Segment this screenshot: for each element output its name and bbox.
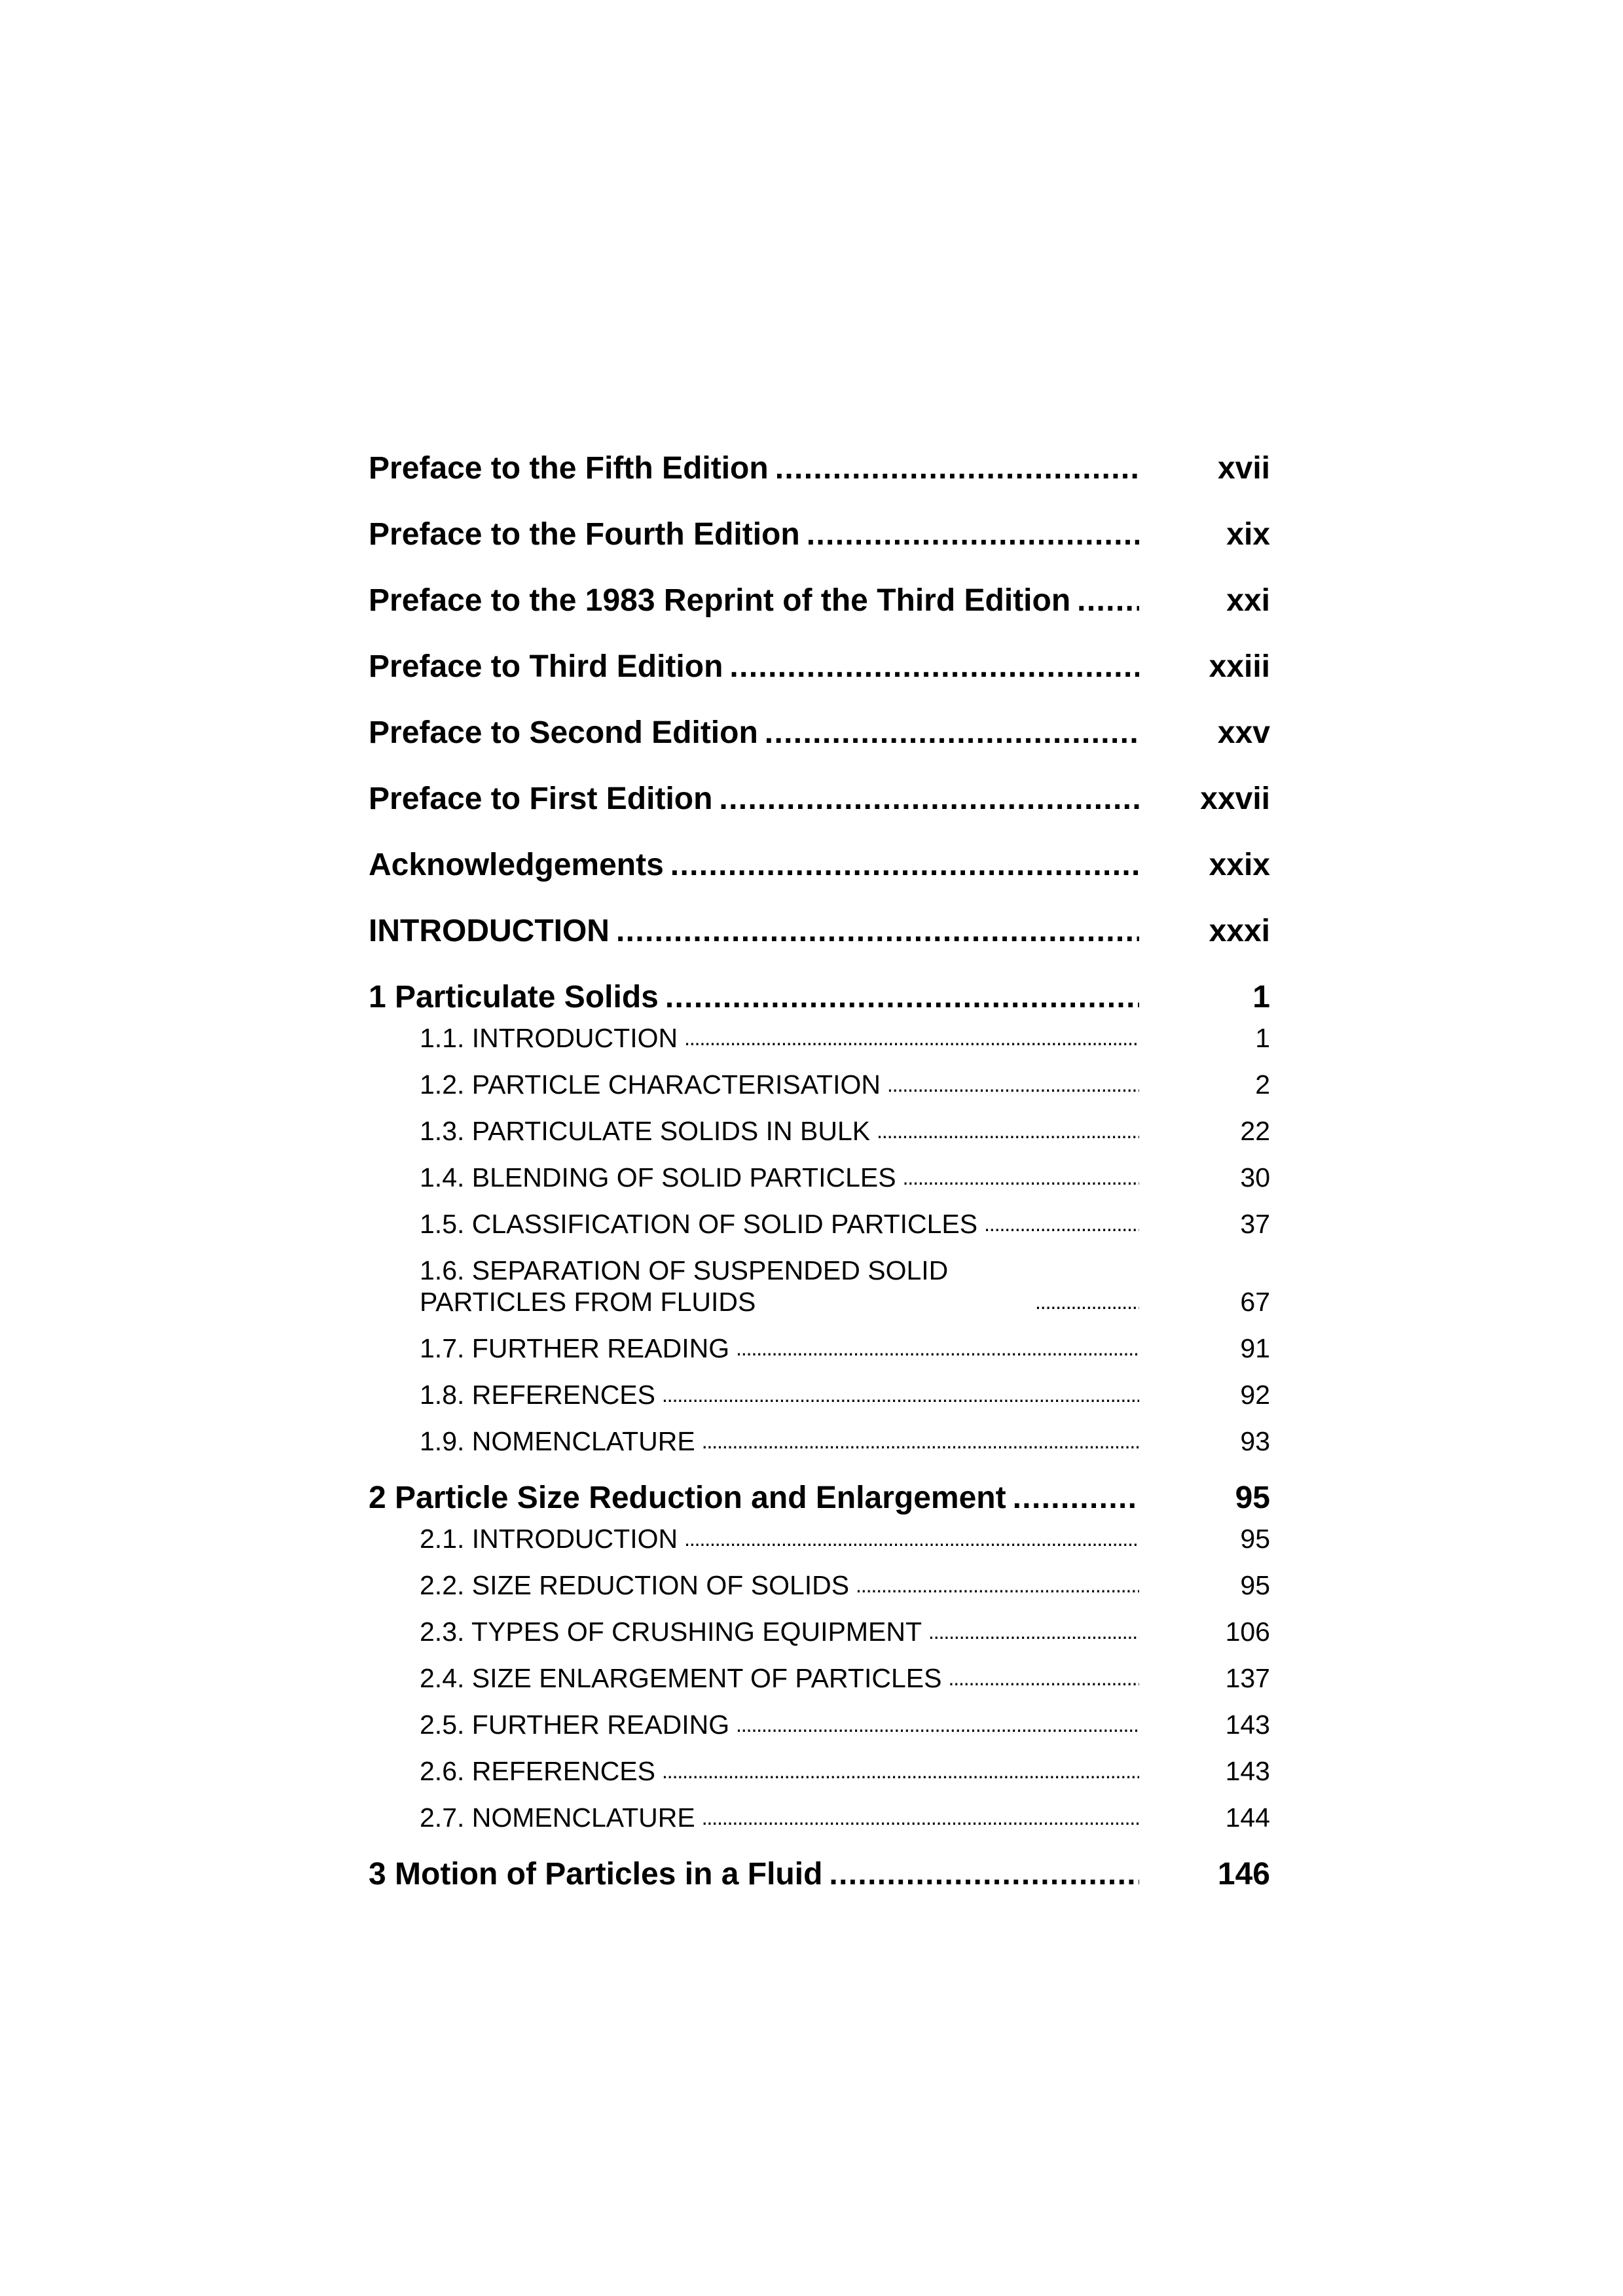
toc-section-2-6[interactable] [369, 1755, 1270, 1787]
dot-leader [662, 1377, 1139, 1410]
toc-section-1-4[interactable] [369, 1162, 1270, 1193]
dot-leader [948, 1660, 1139, 1694]
dot-leader [887, 1067, 1139, 1100]
toc-section-page: 93 [1240, 1426, 1270, 1456]
toc-section-page: 143 [1225, 1710, 1270, 1740]
toc-section-page: 95 [1240, 1524, 1270, 1554]
toc-entry-title: Preface to the Fifth Edition [369, 451, 769, 486]
toc-chapter-1[interactable] [369, 979, 1270, 1016]
toc-entry-title: Preface to Third Edition [369, 649, 723, 684]
toc-entry-page: xxix [1209, 848, 1270, 882]
toc-section-title: 1.3. PARTICULATE SOLIDS IN BULK [420, 1116, 871, 1146]
toc-section-title: 2.4. SIZE ENLARGEMENT OF PARTICLES [420, 1663, 942, 1693]
toc-section-page: 143 [1225, 1756, 1270, 1786]
toc-chapter-page: 1 [1252, 980, 1270, 1014]
toc-chapter-page: 146 [1217, 1857, 1270, 1892]
dot-leader [670, 847, 1139, 884]
toc-entry-preface-first-edition[interactable] [369, 781, 1270, 817]
dot-leader [684, 1521, 1139, 1554]
toc-entry-title: Preface to Second Edition [369, 715, 758, 750]
toc-section-title: 1.6. SEPARATION OF SUSPENDED SOLID PARTICLES FROM FLUIDS [420, 1255, 949, 1317]
dot-leader [1035, 1284, 1139, 1318]
toc-entry-title: INTRODUCTION [369, 914, 610, 948]
dot-leader [736, 1331, 1139, 1364]
toc-section-title: 2.1. INTRODUCTION [420, 1524, 678, 1554]
toc-entry-page: xix [1226, 517, 1270, 552]
dot-leader [665, 979, 1139, 1016]
dot-leader [736, 1707, 1139, 1740]
toc-section-title: 1.2. PARTICLE CHARACTERISATION [420, 1069, 881, 1100]
toc-section-2-5[interactable] [369, 1709, 1270, 1740]
dot-leader [829, 1856, 1139, 1893]
dot-leader [877, 1113, 1139, 1147]
toc-section-1-6[interactable] [369, 1255, 1270, 1318]
toc-entry-preface-fifth-edition[interactable] [369, 450, 1270, 487]
toc-section-page: 91 [1240, 1333, 1270, 1363]
toc-section-2-1[interactable] [369, 1523, 1270, 1554]
dot-leader [702, 1800, 1139, 1833]
dot-leader [775, 450, 1139, 487]
toc-entry-acknowledgements[interactable] [369, 847, 1270, 884]
toc-chapter-title: 3 Motion of Particles in a Fluid [369, 1857, 823, 1892]
toc-section-1-2[interactable] [369, 1069, 1270, 1100]
toc-entry-title: Preface to the Fourth Edition [369, 517, 800, 552]
toc-entry-introduction[interactable] [369, 913, 1270, 950]
toc-section-1-3[interactable] [369, 1115, 1270, 1147]
toc-entry-preface-third-edition[interactable] [369, 649, 1270, 685]
toc-entry-preface-second-edition[interactable] [369, 715, 1270, 751]
toc-section-title: 1.5. CLASSIFICATION OF SOLID PARTICLES [420, 1209, 978, 1239]
dot-leader [984, 1206, 1139, 1240]
toc-section-title: 2.3. TYPES OF CRUSHING EQUIPMENT [420, 1617, 922, 1647]
dot-leader [684, 1020, 1139, 1054]
toc-entry-title: Preface to the 1983 Reprint of the Third Edition [369, 583, 1071, 618]
dot-leader [856, 1568, 1139, 1601]
toc-section-title: 1.9. NOMENCLATURE [420, 1426, 695, 1456]
toc-section-2-7[interactable] [369, 1802, 1270, 1833]
toc-section-page: 137 [1225, 1663, 1270, 1693]
toc-chapter-2[interactable] [369, 1480, 1270, 1516]
dot-leader [903, 1160, 1139, 1193]
toc-section-page: 67 [1240, 1287, 1270, 1317]
toc-chapter-3[interactable] [369, 1856, 1270, 1893]
toc-section-1-1[interactable] [369, 1022, 1270, 1054]
toc-section-page: 95 [1240, 1570, 1270, 1600]
toc-section-1-5[interactable] [369, 1208, 1270, 1240]
toc-section-2-3[interactable] [369, 1616, 1270, 1647]
toc-chapter-page: 95 [1235, 1480, 1270, 1515]
toc-entry-page: xxiii [1209, 649, 1270, 684]
toc-section-title: 1.8. REFERENCES [420, 1380, 655, 1410]
toc-section-title: 1.1. INTRODUCTION [420, 1023, 678, 1053]
table-of-contents [369, 450, 1270, 1893]
dot-leader [1013, 1480, 1139, 1516]
toc-section-title: 2.2. SIZE REDUCTION OF SOLIDS [420, 1570, 850, 1600]
toc-section-title: 1.7. FURTHER READING [420, 1333, 730, 1363]
toc-entry-title: Preface to First Edition [369, 781, 713, 816]
toc-section-page: 106 [1225, 1617, 1270, 1647]
toc-section-title: 1.4. BLENDING OF SOLID PARTICLES [420, 1162, 896, 1193]
dot-leader [729, 649, 1139, 685]
toc-entry-page: xvii [1217, 451, 1270, 486]
dot-leader [662, 1753, 1139, 1787]
toc-section-page: 2 [1255, 1069, 1270, 1100]
toc-section-1-9[interactable] [369, 1426, 1270, 1457]
toc-section-page: 144 [1225, 1803, 1270, 1833]
toc-chapter-title: 2 Particle Size Reduction and Enlargement [369, 1480, 1006, 1515]
toc-section-page: 1 [1255, 1023, 1270, 1053]
toc-entry-preface-fourth-edition[interactable] [369, 516, 1270, 553]
dot-leader [765, 715, 1139, 751]
toc-section-title: 2.6. REFERENCES [420, 1756, 655, 1786]
toc-entry-page: xxv [1217, 715, 1270, 750]
dot-leader [719, 781, 1139, 817]
toc-section-2-4[interactable] [369, 1662, 1270, 1694]
toc-entry-preface-1983-reprint[interactable] [369, 583, 1270, 619]
toc-section-title: 2.7. NOMENCLATURE [420, 1803, 695, 1833]
dot-leader [807, 516, 1139, 553]
toc-entry-page: xxi [1226, 583, 1270, 618]
dot-leader [1077, 583, 1139, 619]
toc-chapter-title: 1 Particulate Solids [369, 980, 659, 1014]
toc-section-1-7[interactable] [369, 1333, 1270, 1364]
toc-section-page: 37 [1240, 1209, 1270, 1239]
toc-section-2-2[interactable] [369, 1570, 1270, 1601]
toc-section-1-8[interactable] [369, 1379, 1270, 1410]
toc-section-page: 30 [1240, 1162, 1270, 1193]
toc-entry-page: xxvii [1200, 781, 1270, 816]
toc-section-page: 22 [1240, 1116, 1270, 1146]
dot-leader [616, 913, 1139, 950]
toc-entry-title: Acknowledgements [369, 848, 664, 882]
dot-leader [928, 1614, 1139, 1647]
toc-entry-page: xxxi [1209, 914, 1270, 948]
toc-section-page: 92 [1240, 1380, 1270, 1410]
dot-leader [702, 1424, 1139, 1457]
toc-section-title: 2.5. FURTHER READING [420, 1710, 730, 1740]
